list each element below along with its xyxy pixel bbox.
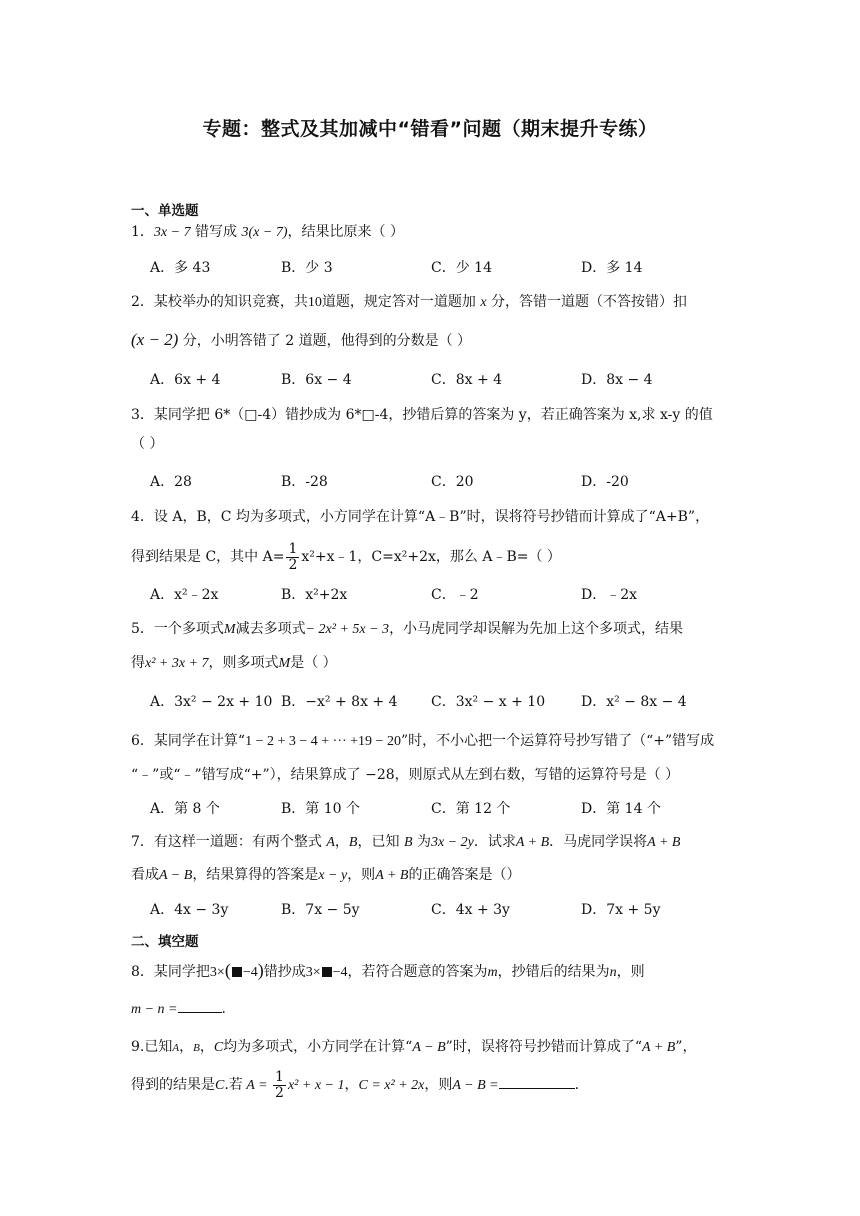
option-c[interactable]: C．少 14 bbox=[431, 260, 492, 276]
option-c[interactable]: C．20 bbox=[431, 474, 474, 490]
question-1: 1．3x − 7 错写成 3(x − 7)，结果比原来（ ） bbox=[131, 224, 404, 240]
question-4-line-1: 4．设 A，B，C 均为多项式，小方同学在计算“A﹣B”时，误将符号抄错而计算成了“A+B”， bbox=[131, 509, 710, 525]
question-3-line-1: 3．某同学把 6*（□-4）错抄成为 6*□-4，抄错后算的答案为 y，若正确答案为 x,求 x-y 的值 bbox=[131, 407, 713, 423]
option-a[interactable]: A．3x² − 2x + 10 bbox=[150, 694, 273, 710]
question-8-line-2: m − n = . bbox=[131, 1001, 226, 1017]
option-b[interactable]: B．−x² + 8x + 4 bbox=[281, 694, 398, 710]
fraction-one-half: $\frac{1}{2}$ bbox=[275, 1068, 284, 1101]
question-7-options bbox=[150, 900, 710, 920]
option-d[interactable]: D．7x + 5y bbox=[581, 902, 661, 918]
option-a[interactable]: A．x²﹣2x bbox=[150, 587, 219, 603]
question-3-options bbox=[150, 472, 710, 492]
option-c[interactable]: C．8x + 4 bbox=[431, 372, 503, 388]
fraction-one-half: $\frac{1}{2}$ bbox=[288, 540, 298, 573]
question-2-line-1: 2．某校举办的知识竞赛，共10道题，规定答对一道题加 x 分，答错一道题（不答按错）扣 bbox=[131, 294, 688, 310]
option-d[interactable]: D．﹣2x bbox=[581, 587, 638, 603]
question-1-options bbox=[150, 258, 710, 278]
option-a[interactable]: A．28 bbox=[150, 474, 192, 490]
option-a[interactable]: A．第 8 个 bbox=[150, 801, 220, 817]
option-b[interactable]: B．x²+2x bbox=[281, 587, 348, 603]
question-5-line-2: 得x² + 3x + 7，则多项式M是（ ） bbox=[131, 655, 337, 671]
option-c[interactable]: C．﹣2 bbox=[431, 587, 479, 603]
option-a[interactable]: A．6x + 4 bbox=[150, 372, 221, 388]
question-5-line-1: 5．一个多项式M减去多项式− 2x² + 5x − 3，小马虎同学却误解为先加上这个多项式，结果 bbox=[131, 621, 684, 637]
question-9-line-2: 得到的结果是C.若 A = $\frac{1}{2}$ x² + x − 1，C = x² + 2x，则A − B = . bbox=[131, 1068, 580, 1101]
option-c[interactable]: C．3x² − x + 10 bbox=[431, 694, 546, 710]
option-a[interactable]: A．多 43 bbox=[150, 260, 211, 276]
option-d[interactable]: D．第 14 个 bbox=[581, 801, 661, 817]
option-b[interactable]: B．少 3 bbox=[281, 260, 333, 276]
question-2-options bbox=[150, 370, 710, 390]
page-title: 专题：整式及其加减中“错看”问题（期末提升专练） bbox=[202, 118, 658, 140]
question-6-options bbox=[150, 799, 710, 819]
option-d[interactable]: D．8x − 4 bbox=[581, 372, 653, 388]
question-9-line-1: 9.已知A，B，C均为多项式，小方同学在计算“A − B”时，误将符号抄错而计算成了“A + B”， bbox=[131, 1039, 697, 1055]
question-6-line-1: 6．某同学在计算“1 − 2 + 3 − 4 + ··· +19 − 20”时，不小心把一个运算符号抄写错了（“+”错写成 bbox=[131, 733, 715, 749]
option-b[interactable]: B．第 10 个 bbox=[281, 801, 361, 817]
option-b[interactable]: B．7x − 5y bbox=[281, 902, 360, 918]
option-d[interactable]: D．-20 bbox=[581, 474, 629, 490]
question-8-line-1: 8．某同学把3×( −4)错抄成3× −4，若符合题意的答案为m，抄错后的结果为n，则 bbox=[131, 960, 645, 980]
answer-blank[interactable] bbox=[178, 1012, 222, 1013]
option-a[interactable]: A．4x − 3y bbox=[150, 902, 229, 918]
option-b[interactable]: B．6x − 4 bbox=[281, 372, 352, 388]
black-square-icon bbox=[232, 967, 242, 977]
option-d[interactable]: D．多 14 bbox=[581, 260, 643, 276]
question-4-options bbox=[150, 585, 710, 605]
option-d[interactable]: D．x² − 8x − 4 bbox=[581, 694, 687, 710]
question-5-options bbox=[150, 692, 710, 712]
question-7-line-1: 7．有这样一道题：有两个整式 A，B，已知 B 为3x − 2y．试求A + B．马虎同学误将A + B bbox=[131, 834, 681, 850]
black-square-icon bbox=[322, 967, 332, 977]
question-4-line-2: 得到结果是 C，其中 A= $\frac{1}{2}$ x²+x﹣1，C=x²+2x，那么 A﹣B=（ ） bbox=[131, 540, 561, 573]
option-c[interactable]: C．4x + 3y bbox=[431, 902, 510, 918]
question-6-line-2: “﹣”或“﹣”错写成“+”），结果算成了 −28，则原式从左到右数，写错的运算符号是（ ） bbox=[131, 767, 680, 783]
question-3-line-2: （ ） bbox=[131, 436, 164, 452]
section-heading-single-choice: 一、单选题 bbox=[131, 203, 199, 219]
option-b[interactable]: B．-28 bbox=[281, 474, 328, 490]
question-2-line-2: (x − 2) 分，小明答错了 2 道题，他得到的分数是（ ） bbox=[131, 330, 472, 349]
option-c[interactable]: C．第 12 个 bbox=[431, 801, 511, 817]
section-heading-fill-blank: 二、填空题 bbox=[131, 934, 199, 950]
answer-blank[interactable] bbox=[499, 1088, 575, 1089]
question-7-line-2: 看成A − B，结果算得的答案是x − y，则A + B的正确答案是（） bbox=[131, 867, 521, 883]
